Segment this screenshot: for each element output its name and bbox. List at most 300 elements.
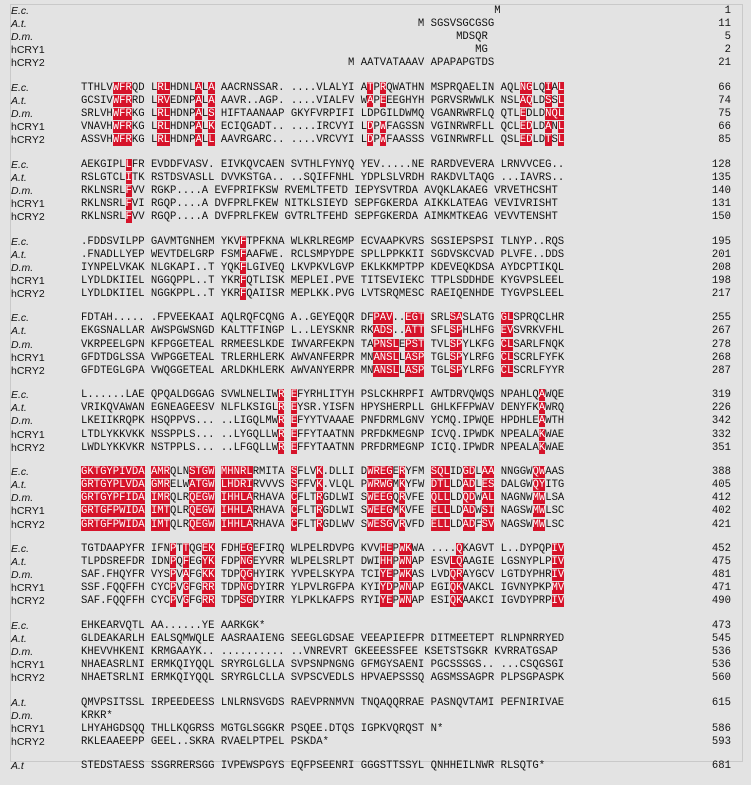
conserved-residue-highlight: RR xyxy=(201,595,215,608)
conserved-residue-highlight: WRWG xyxy=(367,479,393,492)
sequence-text: M SGSVSGCGSG xyxy=(81,18,495,31)
conserved-residue-highlight: R xyxy=(278,402,285,415)
conserved-residue-highlight: WFR xyxy=(112,94,132,107)
conserved-residue-highlight: K xyxy=(398,479,406,492)
alignment-row xyxy=(11,556,731,569)
alignment-row xyxy=(11,325,731,338)
conserved-residue-highlight: ANSL xyxy=(373,351,399,364)
conserved-residue-highlight: IV xyxy=(551,569,565,582)
conserved-residue-highlight: KK xyxy=(201,569,215,582)
conserved-residue-highlight: IV xyxy=(551,595,565,608)
conserved-residue-highlight: IHHLA xyxy=(220,518,253,531)
alignment-row xyxy=(11,95,731,108)
conserved-residue-highlight: IHHLA xyxy=(220,492,253,505)
alignment-row xyxy=(11,543,731,556)
conserved-residue-highlight: NG xyxy=(239,582,253,595)
alignment-block xyxy=(11,389,731,455)
alignment-row xyxy=(11,466,731,479)
sequence-text: ASSVHWFRKG LRLHDNPALL AAVRGARC.. ....VRCVYI LDPWFAASSS VGINRWRFLL QSLEDLDTSL xyxy=(81,134,565,147)
species-name: A.t. xyxy=(11,171,27,184)
conserved-residue-highlight: ASP xyxy=(405,364,425,377)
conserved-residue-highlight: EK xyxy=(201,542,215,555)
alignment-row xyxy=(11,57,731,70)
residue-count: 140 xyxy=(711,184,731,197)
species-name: hCRY2 xyxy=(11,672,45,685)
alignment-row xyxy=(11,659,731,672)
sequence-text: RKLNSRLFVV RGKP....A EVFPRIFKSW RVEMLTFETD IEPYSVTRDA AVQKLAKAEG VRVETHCSHT xyxy=(81,184,558,197)
conserved-residue-highlight: PST xyxy=(405,338,425,351)
sequence-text: TLPDSREFDR IDNPQFEGYK FDPNGEYVRR WLPELSRLPT DWIHHPWNAP ESVLQAAGIE LGSNYPLPIV xyxy=(81,556,565,569)
conserved-residue-highlight: NQL xyxy=(545,108,565,121)
conserved-residue-highlight: DTL xyxy=(430,479,450,492)
conserved-residue-highlight: A xyxy=(195,94,202,107)
conserved-residue-highlight: Q xyxy=(456,542,463,555)
residue-count: 405 xyxy=(711,479,731,492)
conserved-residue-highlight: IMT xyxy=(150,518,171,531)
conserved-residue-highlight: P xyxy=(170,556,177,569)
conserved-residue-highlight: T xyxy=(367,81,374,94)
conserved-residue-highlight: QLL xyxy=(430,492,450,505)
alignment-row xyxy=(11,415,731,428)
species-name: hCRY1 xyxy=(11,121,45,134)
conserved-residue-highlight: L xyxy=(208,134,215,147)
species-name: E.c. xyxy=(11,542,30,555)
species-name: E.c. xyxy=(11,389,30,402)
residue-count: 11 xyxy=(718,18,731,31)
sequence-text: GLDEAKARLH EALSQMWQLE AASRAAIENG SEEGLGDSAE VEEAPIEFPR DITMEETEPT RLNPNRRYED xyxy=(81,632,565,645)
conserved-residue-highlight: MV xyxy=(551,582,565,595)
alignment-block xyxy=(11,312,731,378)
conserved-residue-highlight: SV xyxy=(481,518,495,531)
residue-count: 560 xyxy=(711,672,731,685)
conserved-residue-highlight: P xyxy=(170,582,177,595)
conserved-residue-highlight: YE xyxy=(379,569,393,582)
conserved-residue-highlight: F xyxy=(239,287,247,300)
alignment-row xyxy=(11,595,731,608)
conserved-residue-highlight: R xyxy=(278,441,285,454)
sequence-text: M AATVATAAAV APAPAPGTDS xyxy=(81,57,495,70)
conserved-residue-highlight: C xyxy=(290,492,298,505)
sequence-text: KRKR* xyxy=(81,709,113,722)
residue-count: 402 xyxy=(711,505,731,518)
species-name: D.m. xyxy=(11,31,34,44)
conserved-residue-highlight: L xyxy=(557,81,565,94)
residue-count: 421 xyxy=(711,518,731,531)
conserved-residue-highlight: A xyxy=(195,121,202,134)
conserved-residue-highlight: WEEG xyxy=(367,492,393,505)
alignment-row xyxy=(11,402,731,415)
sequence-text: MDSQR xyxy=(81,31,488,44)
conserved-residue-highlight: E xyxy=(290,402,298,415)
alignment-row xyxy=(11,275,731,288)
alignment-row xyxy=(11,442,731,455)
alignment-row xyxy=(11,492,731,505)
conserved-residue-highlight: QK xyxy=(449,582,463,595)
conserved-residue-highlight: QR xyxy=(449,569,463,582)
alignment-row xyxy=(11,134,731,147)
sequence-text: LWDLYKKVKR NSTPPLS... ..LFGQLLWR EFFYTAATNN PRFDRMEGNP ICIQ.IPWDR NPEALAKWAE xyxy=(81,441,565,454)
sequence-text: RSLGTCLITK RSTDSVASLL DVVKSTGA.. ..SQIFFNHL YDPLSLVRDH RAKDVLTAQG ...IAVRS.. xyxy=(81,171,565,184)
sequence-text: VKRPEELGPN KFPGGETEAL RRMEESLKDE IWVARFEKPN TAPNSLEPST TVLSPYLKFG CLSARLFNQK xyxy=(81,338,565,351)
alignment-row xyxy=(11,389,731,402)
species-name: D.m. xyxy=(11,415,34,428)
residue-count: 74 xyxy=(718,94,731,107)
conserved-residue-highlight: ATGW xyxy=(189,479,215,492)
conserved-residue-highlight: K xyxy=(316,479,323,492)
conserved-residue-highlight: E xyxy=(290,441,298,454)
alignment-row xyxy=(11,288,731,301)
sequence-text: STEDSTAESS SSGRRERSGG IVPEWSPGYS EQFPSEENRI GGGSTTSSYL QNHHEILNWR RLSQTG* xyxy=(81,760,546,773)
residue-count: 255 xyxy=(711,312,731,325)
residue-count: 388 xyxy=(711,466,731,479)
species-name: A.t. xyxy=(11,402,27,415)
residue-count: 217 xyxy=(711,287,731,300)
conserved-residue-highlight: AMR xyxy=(150,466,171,479)
conserved-residue-highlight: A xyxy=(182,569,190,582)
conserved-residue-highlight: WFR xyxy=(112,108,132,121)
alignment-row xyxy=(11,172,731,185)
residue-count: 481 xyxy=(711,569,731,582)
conserved-residue-highlight: IV xyxy=(551,542,565,555)
conserved-residue-highlight: S xyxy=(545,94,552,107)
conserved-residue-highlight: S xyxy=(290,466,298,479)
sequence-text: VRIKQVAWAN EGNEAGEESV NLFLKSIGLR EYSR.YISFN HPYSHERPLL GHLKFFPWAV DENYFKAWRQ xyxy=(81,402,565,415)
sequence-text: SSF.FQQFFH CYCPVGFGRR TDPNGDYIRR YLPVLRGFPA KYIYDPWNAP EGIQKVAKCL IGVNYPKPMV xyxy=(81,582,565,595)
conserved-residue-highlight: GRTGYPFIDA xyxy=(81,492,145,505)
conserved-residue-highlight: WFR xyxy=(112,121,132,134)
conserved-residue-highlight: LHDRI xyxy=(220,479,253,492)
alignment-row xyxy=(11,736,731,749)
residue-count: 332 xyxy=(711,428,731,441)
residue-count: 536 xyxy=(711,659,731,672)
residue-count: 471 xyxy=(711,582,731,595)
conserved-residue-highlight: I xyxy=(125,171,132,184)
conserved-residue-highlight: MW xyxy=(532,518,546,531)
alignment-block xyxy=(11,5,731,71)
species-name: hCRY2 xyxy=(11,57,45,70)
sequence-text: GKTGYPIVDA AMRQLNSTGW MHNRLRMITA SFLVK.DLLI DWREGERYFM SQLIDGDLAA NNGGWQWAAS xyxy=(81,466,565,479)
conserved-residue-highlight: WFR xyxy=(112,81,132,94)
conserved-residue-highlight: QEGW xyxy=(189,505,215,518)
alignment-row xyxy=(11,108,731,121)
residue-count: 208 xyxy=(711,261,731,274)
conserved-residue-highlight: NG xyxy=(519,81,533,94)
residue-count: 475 xyxy=(711,556,731,569)
alignment-row xyxy=(11,211,731,224)
alignment-row xyxy=(11,672,731,685)
alignment-row xyxy=(11,519,731,532)
conserved-residue-highlight: CL xyxy=(500,351,514,364)
conserved-residue-highlight: MW xyxy=(532,492,546,505)
conserved-residue-highlight: GRTGFPWIDA xyxy=(81,518,145,531)
sequence-text: GRTGYPLVDA GMRELWATGW LHDRIRVVVS SFFVK.VLQL PWRWGMKYFW DTLLDADLES DALGWQYITG xyxy=(81,479,565,492)
residue-count: 226 xyxy=(711,402,731,415)
residue-count: 66 xyxy=(718,121,731,134)
sequence-text: GRTGFPWIDA IMTQLRQEGW IHHLARHAVA CFLTRGDLWI SWEEGMKVFE ELLLDADWSI NAGSWMWLSC xyxy=(81,505,565,518)
sequence-text: SRLVHWFRKG LRLHDNPALS HIFTAANAAP GKYFVRPIFI LDPGILDWMQ VGANRWRFLQ QTLEDLDNQL xyxy=(81,108,565,121)
conserved-residue-highlight: SI xyxy=(481,505,495,518)
species-name: hCRY2 xyxy=(11,364,45,377)
residue-count: 593 xyxy=(711,735,731,748)
conserved-residue-highlight: SP xyxy=(449,351,463,364)
sequence-text: VNAVHWFRKG LRLHDNPALK ECIQGADT.. ....IRCVYI LDPWFAGSSN VGINRWRFLL QCLEDLDANL xyxy=(81,121,565,134)
residue-count: 5 xyxy=(724,31,731,44)
residue-count: 586 xyxy=(711,722,731,735)
conserved-residue-highlight: EV xyxy=(500,325,514,338)
residue-count: 1 xyxy=(724,5,731,17)
conserved-residue-highlight: F xyxy=(125,211,132,224)
alignment xyxy=(11,5,731,785)
species-name: E.c. xyxy=(11,312,30,325)
alignment-row xyxy=(11,723,731,736)
conserved-residue-highlight: E xyxy=(519,108,527,121)
conserved-residue-highlight: ELL xyxy=(430,518,450,531)
conserved-residue-highlight: F xyxy=(125,184,132,197)
species-name: D.m. xyxy=(11,184,34,197)
conserved-residue-highlight: HH xyxy=(379,556,393,569)
residue-count: 278 xyxy=(711,338,731,351)
residue-count: 150 xyxy=(711,211,731,224)
species-name: D.m. xyxy=(11,645,34,658)
species-name: E.c. xyxy=(11,158,30,171)
conserved-residue-highlight: QEGW xyxy=(189,492,215,505)
conserved-residue-highlight: GL xyxy=(500,312,514,325)
sequence-text: IYNPELVKAK NLGKAPI..T YQKFLGIVEQ LKVPKVLGVP EKLKKMPTPP KDEVEQKDSA AYDCPTIKQL xyxy=(81,261,565,274)
species-name: A.t. xyxy=(11,248,27,261)
sequence-text: L......LAE QPQALDGGAG SVWLNELIWR EFYRHLITYH PSLCKHRPFI AWTDRVQWQS NPAHLQAWQE xyxy=(81,389,565,402)
conserved-residue-highlight: R xyxy=(278,389,285,402)
conserved-residue-highlight: SP xyxy=(449,325,463,338)
sequence-text: GFDTEGLGPA VWQGGETEAL ARLDKHLERK AWVANYERPR MNANSLLASP TGLSPYLRFG CLSCRLFYYR xyxy=(81,364,565,377)
alignment-row xyxy=(11,198,731,211)
sequence-text: LKEIIKRQPK HSQPPVS... ..LIGQLMWR EFYYTVAAAE PNFDRMLGNV YCMQ.IPWQE HPDHLEAWTH xyxy=(81,415,565,428)
conserved-residue-highlight: WESG xyxy=(367,518,393,531)
alignment-block xyxy=(11,159,731,225)
conserved-residue-highlight: GRTGFPWIDA xyxy=(81,505,145,518)
conserved-residue-highlight: AD xyxy=(462,505,476,518)
sequence-text: M xyxy=(81,5,501,17)
residue-count: 128 xyxy=(711,158,731,171)
sequence-text: GFDTDGLSSA VWPGGETEAL TRLERHLERK AWVANFERPR MNANSLLASP TGLSPYLRFG CLSCRLFYFK xyxy=(81,351,565,364)
conserved-residue-highlight: L xyxy=(557,121,565,134)
species-name: hCRY1 xyxy=(11,505,45,518)
sequence-text: SAF.FQQFFH CYCPVGFGRR TDPSGDYIRR YLPKLKAFPS RYIYEPWNAP ESIQKAAKCI IGVDYPRPIV xyxy=(81,595,565,608)
conserved-residue-highlight: A xyxy=(367,94,374,107)
alignment-row xyxy=(11,697,731,710)
conserved-residue-highlight: WN xyxy=(398,556,412,569)
alignment-row xyxy=(11,569,731,582)
conserved-residue-highlight: R xyxy=(398,518,406,531)
sequence-text: KHEVVHKENI KRMGAAYK.. .......... ..VNREVRT GKEEESSFEE KSETSTSGKR KVRRATGSAP xyxy=(81,645,558,658)
residue-count xyxy=(693,710,731,723)
species-name: D.m. xyxy=(11,492,34,505)
residue-count: 2 xyxy=(724,44,731,57)
conserved-residue-highlight: WN xyxy=(398,582,412,595)
species-name: hCRY1 xyxy=(11,722,45,735)
conserved-residue-highlight: GKTGYPIVDA xyxy=(81,466,145,479)
conserved-residue-highlight: I xyxy=(545,81,552,94)
sequence-text: .FNADLLYEP WEVTDELGRP FSMFAAFWE. RCLSMPYDPE SPLLPPKKII SGDVSKCVAD PLVFE..DDS xyxy=(81,248,565,261)
residue-count: 198 xyxy=(711,274,731,287)
residue-count: 412 xyxy=(711,492,731,505)
species-name: E.c. xyxy=(11,466,30,479)
conserved-residue-highlight: G xyxy=(182,582,190,595)
alignment-row xyxy=(11,312,731,325)
residue-count: 545 xyxy=(711,632,731,645)
sequence-text: RKLNSRLFVI RGQP....A DVFPRLFKEW NITKLSIEYD SEPFGKERDA AIKKLATEAG VEVIVRISHT xyxy=(81,198,558,211)
species-name: E.c. xyxy=(11,619,30,632)
conserved-residue-highlight: GD xyxy=(462,466,476,479)
sequence-text: MG xyxy=(81,44,488,57)
sequence-text: NHAEASRLNI ERMKQIYQQL SRYRGLGLLA SVPSNPNGNG GFMGYSAENI PGCSSSGS.. ...CSQGSGI xyxy=(81,659,565,672)
conserved-residue-highlight: RL xyxy=(157,81,171,94)
conserved-residue-highlight: T xyxy=(182,542,190,555)
species-name: E.c. xyxy=(11,81,30,94)
sequence-text: GCSIVWFRRD LRVEDNPALA AAVR..AGP. ....VIALFV WAPEEEGHYH PGRVSRWWLK NSLAQLDSSL xyxy=(81,94,565,107)
species-name: E.c. xyxy=(11,235,30,248)
species-name: hCRY2 xyxy=(11,287,45,300)
conserved-residue-highlight: WEEG xyxy=(367,505,393,518)
alignment-block xyxy=(11,82,731,148)
residue-count: 75 xyxy=(718,108,731,121)
conserved-residue-highlight: A xyxy=(195,108,202,121)
conserved-residue-highlight: P xyxy=(170,595,177,608)
species-name: A.t. xyxy=(11,556,27,569)
sequence-text: TGTDAAPYFR IFNPTTQGEK FDHEGEFIRQ WLPELRDVPG KVVHEPWKWA ....QKAGVT L..DYPQPIV xyxy=(81,542,565,555)
species-name: hCRY2 xyxy=(11,441,45,454)
conserved-residue-highlight: A xyxy=(545,121,552,134)
conserved-residue-highlight: R xyxy=(316,518,323,531)
sequence-text: QMVPSITSSL IRPEEDEESS LNLRNSVGDS RAEVPRNMVN TNQAQQRRAE PASNQVTAMI PEFNIRIVAE xyxy=(81,696,565,709)
sequence-alignment-figure xyxy=(10,4,743,773)
conserved-residue-highlight: R xyxy=(398,492,406,505)
sequence-text: GRTGYPFIDA IMRQLRQEGW IHHLARHAVA CFLTRGDLWI SWEEGQRVFE QLLLDQDWAL NAGNWMWLSA xyxy=(81,492,565,505)
conserved-residue-highlight: D xyxy=(367,134,374,147)
sequence-text: EHKEARVQTL AA......YE AARKGK* xyxy=(81,619,266,632)
alignment-row xyxy=(11,620,731,633)
residue-count: 201 xyxy=(711,248,731,261)
conserved-residue-highlight: HE xyxy=(379,542,393,555)
conserved-residue-highlight: R xyxy=(316,492,323,505)
conserved-residue-highlight: AD xyxy=(462,479,476,492)
residue-count: 287 xyxy=(711,364,731,377)
conserved-residue-highlight: T xyxy=(545,134,552,147)
residue-count: 319 xyxy=(711,389,731,402)
conserved-residue-highlight: R xyxy=(278,428,285,441)
conserved-residue-highlight: P xyxy=(170,569,177,582)
alignment-row xyxy=(11,479,731,492)
conserved-residue-highlight: WK xyxy=(398,569,412,582)
conserved-residue-highlight: D xyxy=(367,121,374,134)
conserved-residue-highlight: SP xyxy=(449,364,463,377)
alignment-block xyxy=(11,236,731,302)
conserved-residue-highlight: E xyxy=(379,94,387,107)
species-name: A.t. xyxy=(11,325,27,338)
conserved-residue-highlight: WFR xyxy=(112,134,132,147)
sequence-text: EKGSNALLAR AWSPGWSNGD KALTTFINGP L..LEYSKNR RKADS..ATT SFLSPHLHFG EVSVRKVFHL xyxy=(81,325,565,338)
species-name: A.t. xyxy=(11,479,27,492)
conserved-residue-highlight: C xyxy=(290,505,298,518)
residue-count: 135 xyxy=(711,171,731,184)
species-name: A.t. xyxy=(11,696,27,709)
conserved-residue-highlight: AQ xyxy=(519,94,533,107)
conserved-residue-highlight: ES xyxy=(481,479,495,492)
alignment-row xyxy=(11,159,731,172)
alignment-row xyxy=(11,710,731,723)
residue-count: 342 xyxy=(711,415,731,428)
conserved-residue-highlight: QY xyxy=(532,479,546,492)
conserved-residue-highlight: YD xyxy=(379,582,393,595)
conserved-residue-highlight: A xyxy=(538,402,546,415)
conserved-residue-highlight: AL xyxy=(481,492,495,505)
residue-count: 615 xyxy=(711,696,731,709)
sequence-text: RKLEAAEEPP GEEL..SKRA RVAELPTPEL PSKDA* xyxy=(81,735,329,748)
species-name: D.m. xyxy=(11,108,34,121)
species-name: hCRY1 xyxy=(11,351,45,364)
conserved-residue-highlight: GMR xyxy=(150,479,171,492)
conserved-residue-highlight: EGT xyxy=(405,312,425,325)
conserved-residue-highlight: ATT xyxy=(405,325,425,338)
sequence-text: .FDDSVILPP GAVMTGNHEM YKVFTPFKNA WLKRLREGMP ECVAAPKVRS SGSIEPSPSI TLNYP..RQS xyxy=(81,235,565,248)
conserved-residue-highlight: QD xyxy=(462,492,476,505)
species-name: hCRY2 xyxy=(11,211,45,224)
sequence-text: LHYAHGDSQQ THLLKQGRSS MGTGLSGGKR PSQEE.DTQS IGPKVQRQST N* xyxy=(81,722,444,735)
conserved-residue-highlight: LQ xyxy=(449,556,463,569)
sequence-text: FDTAH..... .FPVEEKAAI AQLRQFCQNG A..GEYEQQR DFPAV..EGT SRLSASLATG GLSPRQCLHR xyxy=(81,312,565,325)
conserved-residue-highlight: IV xyxy=(551,556,565,569)
conserved-residue-highlight: RL xyxy=(157,121,171,134)
species-name: A.t. xyxy=(11,18,27,31)
conserved-residue-highlight: F xyxy=(239,261,247,274)
alignment-row xyxy=(11,18,731,31)
alignment-block xyxy=(11,543,731,609)
conserved-residue-highlight: A xyxy=(195,134,202,147)
species-name: hCRY2 xyxy=(11,735,45,748)
species-name: hCRY1 xyxy=(11,582,45,595)
species-name: A.t. xyxy=(11,94,27,107)
conserved-residue-highlight: F xyxy=(182,556,190,569)
sequence-text: TTHLVWFRQD LRLHDNLALA AACRNSSAR. ....VLALYI ATPRQWATHN MSPRQAELIN AQLNGLQIAL xyxy=(81,81,565,94)
sequence-text: SAF.FHQYFR VYSPVAFGKK TDPQGHYIRK YVPELSKYPA TCIYEPWKAS LVDQRAYGCV LGTDYPHRIV xyxy=(81,569,565,582)
alignment-row xyxy=(11,5,731,18)
sequence-text: AEKGIPLLFR EVDDFVASV. EIVKQVCAEN SVTHLFYNYQ YEV.....NE RARDVEVERA LRNVVCEG.. xyxy=(81,158,565,171)
alignment-row xyxy=(11,365,731,378)
conserved-residue-highlight: A xyxy=(538,415,546,428)
conserved-residue-highlight: E xyxy=(290,428,298,441)
conserved-residue-highlight: QW xyxy=(532,466,546,479)
conserved-residue-highlight: S xyxy=(290,479,298,492)
species-name: A.t xyxy=(11,760,24,773)
conserved-residue-highlight: IMR xyxy=(150,492,171,505)
conserved-residue-highlight: ELL xyxy=(430,505,450,518)
conserved-residue-highlight: MW xyxy=(532,505,546,518)
alignment-row xyxy=(11,582,731,595)
conserved-residue-highlight: L xyxy=(125,158,132,171)
conserved-residue-highlight: R xyxy=(316,505,323,518)
residue-count: 452 xyxy=(711,542,731,555)
alignment-row xyxy=(11,262,731,275)
alignment-row xyxy=(11,339,731,352)
alignment-row xyxy=(11,82,731,95)
conserved-residue-highlight: F xyxy=(239,274,247,287)
conserved-residue-highlight: G xyxy=(182,595,190,608)
conserved-residue-highlight: F xyxy=(125,198,132,211)
residue-count: 195 xyxy=(711,235,731,248)
conserved-residue-highlight: E xyxy=(290,389,298,402)
conserved-residue-highlight: A xyxy=(538,389,546,402)
conserved-residue-highlight: A xyxy=(208,94,215,107)
species-name: A.t. xyxy=(11,632,27,645)
